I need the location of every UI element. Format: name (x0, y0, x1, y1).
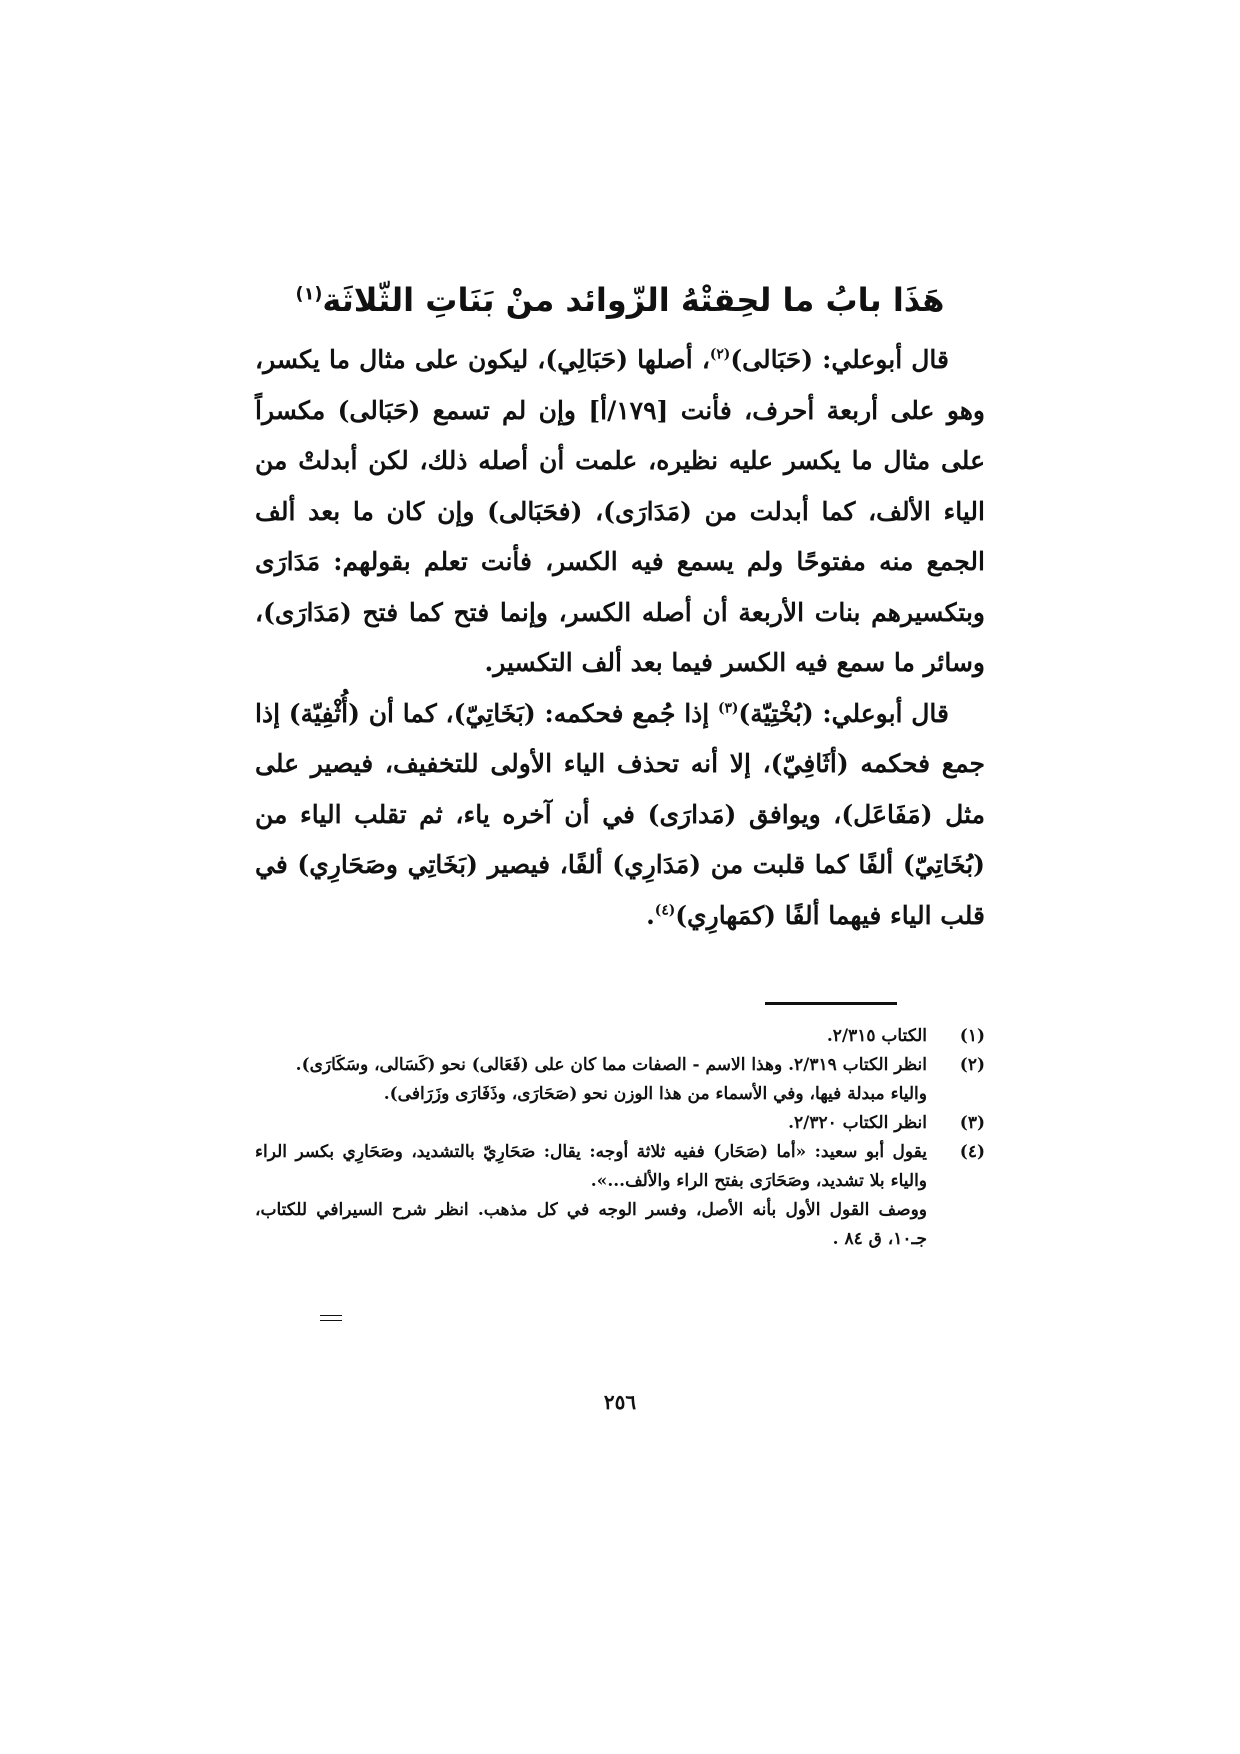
footnote-ref-4: (٤) (654, 902, 676, 919)
footnote-number: (١) (959, 1026, 985, 1046)
paragraph-1 (255, 335, 985, 689)
footnote-3 (255, 1109, 985, 1138)
footnote-4-continuation: ووصف القول الأول بأنه الأصل، وفسر الوجه في كل مذهب. انظر شرح السيرافي للكتاب، جـ١٠، ق ٨٤ . (255, 1200, 927, 1249)
footnote-2 (255, 1051, 985, 1080)
footnote-divider (765, 1002, 897, 1005)
paragraph-2 (255, 689, 985, 942)
footnote-ref-2: (٢) (709, 346, 731, 363)
footnotes (255, 1022, 985, 1254)
paragraph-2-end: . (646, 900, 655, 930)
footnote-number: (٤) (959, 1142, 985, 1162)
footnote-end-mark (320, 1315, 342, 1321)
footnote-ref-3: (٣) (718, 700, 739, 717)
footnote-2-continuation: والياء مبدلة فيها، وفي الأسماء من هذا الوزن نحو (صَحَارَى، وذَفَارَى وزَرَافى). (383, 1084, 927, 1104)
paragraph-2-start: قال أبوعلي: (بُخْتِيّة) (738, 698, 949, 728)
body-text (255, 335, 985, 941)
footnote-4 (255, 1138, 985, 1196)
footnote-text: يقول أبو سعيد: «أما (صَحَار) ففيه ثلاثة أوجه: يقال: صَحَارِيّ بالتشديد، وصَحَارِي بكسر الراء والياء بلا تشديد، وصَحَارَى بفتح الراء والألف...». (255, 1142, 927, 1191)
paragraph-2-rest: إذا جُمع فحكمه: (بَخَاتِيّ)، كما أن (أُثْفِيّة) إذا جمع فحكمه (أثَافِيّ)، إلا أنه تحذف الياء الأولى للتخفيف، فيصير على مثل (مَفَاعَل)، ويوافق (مَدارَى) في أن آخره ياء، ثم تقلب الياء من (بُخَاتِيّ) ألفًا كما قلبت من (مَدَارِي) ألفًا، فيصير (بَخَاتِي وصَحَارِي) في قلب الياء فيهما ألفًا (كمَهارِي) (255, 698, 985, 930)
footnote-text: انظر الكتاب ٢/٣٢٠. (788, 1113, 927, 1133)
footnote-1 (255, 1022, 985, 1051)
heading-text: هَذَا بابُ ما لحِقتْهُ الزّوائد منْ بَنَاتِ الثّلاثَة (322, 281, 945, 319)
footnote-number: (٣) (959, 1113, 985, 1133)
footnote-number: (٢) (959, 1055, 985, 1075)
heading-footnote-ref: (١) (295, 284, 323, 305)
paragraph-1-start: قال أبوعلي: (حَبَالى) (730, 345, 949, 374)
footnote-text: انظر الكتاب ٢/٣١٩. وهذا الاسم - الصفات مما كان على (فَعَالى) نحو (كَسَالى، وسَكَارَى). (295, 1055, 927, 1075)
paragraph-1-rest: ، أصلها (حَبَالِي)، ليكون على مثال ما يكسر، وهو على أربعة أحرف، فأنت [١٧٩/أ] وإن لم تسمع (حَبَالى) مكسراً على مثال ما يكسر عليه نظيره، علمت أن أصله ذلك، لكن أبدلتْ من الياء الألف، كما أبدلت من (مَدَارَى)، (فحَبَالى) وإن كان ما بعد ألف الجمع منه مفتوحًا ولم يسمع فيه الكسر، فأنت تعلم بقولهم: مَدَارَى وبتكسيرهم بنات الأربعة أن أصله الكسر، وإنما فتح كما فتح (مَدَارَى)، وسائر ما سمع فيه الكسر فيما بعد ألف التكسير. (255, 345, 985, 677)
footnote-text: الكتاب ٢/٣١٥. (826, 1026, 927, 1046)
chapter-heading (255, 275, 985, 325)
page-number: ٢٥٦ (603, 1390, 637, 1414)
